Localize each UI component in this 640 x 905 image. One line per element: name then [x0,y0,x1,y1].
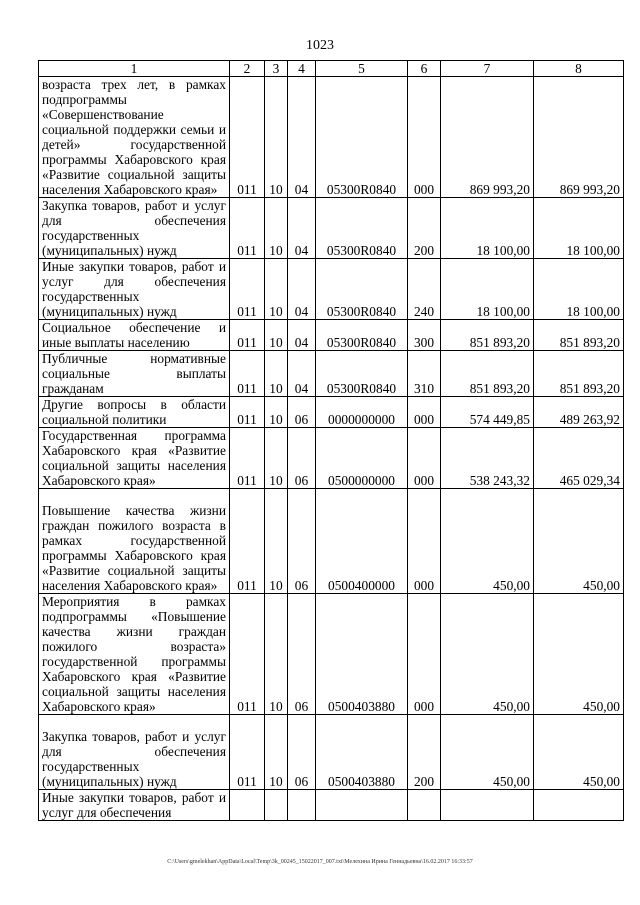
row-cell-7: 574 449,85 [441,397,534,428]
row-cell-4: 04 [288,198,316,259]
table-row [39,428,624,489]
row-description: возраста трех лет, в рамках подпрограммы «Совершенствование социальной поддержки семьи и детей» государственной программы Хабаровского края «Развитие социальной защиты населения Хабаровского края» [39,77,230,198]
row-cell-7: 18 100,00 [441,259,534,320]
row-cell-6: 000 [408,77,441,198]
row-cell-6: 000 [408,594,441,715]
column-header: 4 [288,61,316,77]
row-cell-6: 240 [408,259,441,320]
row-cell-3: 10 [265,351,288,397]
row-cell-2: 011 [230,715,265,790]
table-row [39,397,624,428]
row-cell-4: 06 [288,428,316,489]
row-cell-8: 450,00 [534,594,624,715]
row-cell-2: 011 [230,351,265,397]
row-cell-2: 011 [230,397,265,428]
column-header: 1 [39,61,230,77]
row-cell-4: 06 [288,594,316,715]
table-row [39,77,624,198]
row-cell-6: 310 [408,351,441,397]
row-cell-8: 18 100,00 [534,259,624,320]
row-cell-3: 10 [265,77,288,198]
row-cell-2: 011 [230,77,265,198]
column-header: 5 [316,61,408,77]
row-cell-4: 04 [288,351,316,397]
row-cell-3: 10 [265,428,288,489]
row-cell-5: 05300R0840 [316,320,408,351]
row-description: Повышение качества жизни граждан пожилого возраста в рамках государственной программы Хабаровского края «Развитие социальной защиты населения Хабаровского края» [39,489,230,594]
table-header-row [39,61,624,77]
row-cell-4 [288,790,316,821]
row-cell-8: 450,00 [534,715,624,790]
row-cell-2: 011 [230,489,265,594]
row-description: Иные закупки товаров, работ и услуг для обеспечения государственных (муниципальных) нужд [39,259,230,320]
row-cell-3: 10 [265,397,288,428]
row-cell-2: 011 [230,594,265,715]
row-cell-4: 04 [288,77,316,198]
row-cell-2: 011 [230,428,265,489]
row-cell-7: 851 893,20 [441,351,534,397]
table-row [39,351,624,397]
row-cell-6: 200 [408,198,441,259]
row-cell-5: 05300R0840 [316,259,408,320]
row-cell-7: 450,00 [441,715,534,790]
row-cell-8: 851 893,20 [534,351,624,397]
row-description: Закупка товаров, работ и услуг для обеспечения государственных (муниципальных) нужд [39,715,230,790]
row-cell-3: 10 [265,594,288,715]
row-cell-7: 869 993,20 [441,77,534,198]
row-cell-4: 04 [288,259,316,320]
row-description: Мероприятия в рамках подпрограммы «Повышение качества жизни граждан пожилого возраста» государственной программы Хабаровского края «Развитие социальной защиты населения Хабаровского края» [39,594,230,715]
budget-table [38,60,624,821]
row-description: Государственная программа Хабаровского края «Развитие социальной защиты населения Хабаровского края» [39,428,230,489]
file-path-footer: C:\Users\gmelekhan\AppData\Local\Temp\3k_00245_15022017_007.txt\Мелехина Ирина Геннадьевна\16.02.2017 16:33:57 [167,859,473,865]
row-cell-6: 300 [408,320,441,351]
table-row [39,320,624,351]
row-cell-2 [230,790,265,821]
row-cell-5 [316,790,408,821]
row-cell-7: 450,00 [441,489,534,594]
row-cell-4: 04 [288,320,316,351]
row-cell-4: 06 [288,397,316,428]
row-cell-8: 465 029,34 [534,428,624,489]
row-cell-6: 000 [408,489,441,594]
row-cell-2: 011 [230,259,265,320]
column-header: 8 [534,61,624,77]
row-cell-7 [441,790,534,821]
row-description: Публичные нормативные социальные выплаты гражданам [39,351,230,397]
row-cell-5: 05300R0840 [316,351,408,397]
row-cell-5: 0500400000 [316,489,408,594]
row-cell-8: 869 993,20 [534,77,624,198]
table-row [39,259,624,320]
row-cell-4: 06 [288,715,316,790]
row-cell-3: 10 [265,198,288,259]
row-cell-7: 18 100,00 [441,198,534,259]
table-row [39,715,624,790]
row-cell-8: 489 263,92 [534,397,624,428]
row-cell-8: 18 100,00 [534,198,624,259]
row-cell-4: 06 [288,489,316,594]
row-cell-5: 0500000000 [316,428,408,489]
page-number: 1023 [306,38,334,53]
row-cell-6 [408,790,441,821]
row-cell-5: 05300R0840 [316,77,408,198]
row-cell-3: 10 [265,489,288,594]
column-header: 6 [408,61,441,77]
row-cell-8: 450,00 [534,489,624,594]
row-cell-7: 450,00 [441,594,534,715]
column-header: 3 [265,61,288,77]
row-cell-8: 851 893,20 [534,320,624,351]
table-row [39,790,624,821]
table-row [39,489,624,594]
row-cell-3: 10 [265,715,288,790]
row-cell-3: 10 [265,259,288,320]
row-cell-8 [534,790,624,821]
row-cell-2: 011 [230,198,265,259]
row-cell-5: 0000000000 [316,397,408,428]
row-cell-3: 10 [265,320,288,351]
table-row [39,198,624,259]
row-description: Другие вопросы в области социальной политики [39,397,230,428]
column-header: 2 [230,61,265,77]
row-cell-6: 200 [408,715,441,790]
row-description: Социальное обеспечение и иные выплаты населению [39,320,230,351]
table-row [39,594,624,715]
row-cell-5: 0500403880 [316,715,408,790]
row-cell-7: 851 893,20 [441,320,534,351]
row-description: Иные закупки товаров, работ и услуг для обеспечения [39,790,230,821]
row-cell-2: 011 [230,320,265,351]
row-cell-7: 538 243,32 [441,428,534,489]
row-cell-5: 0500403880 [316,594,408,715]
row-cell-5: 05300R0840 [316,198,408,259]
row-cell-3 [265,790,288,821]
row-cell-6: 000 [408,428,441,489]
row-description: Закупка товаров, работ и услуг для обеспечения государственных (муниципальных) нужд [39,198,230,259]
row-cell-6: 000 [408,397,441,428]
column-header: 7 [441,61,534,77]
